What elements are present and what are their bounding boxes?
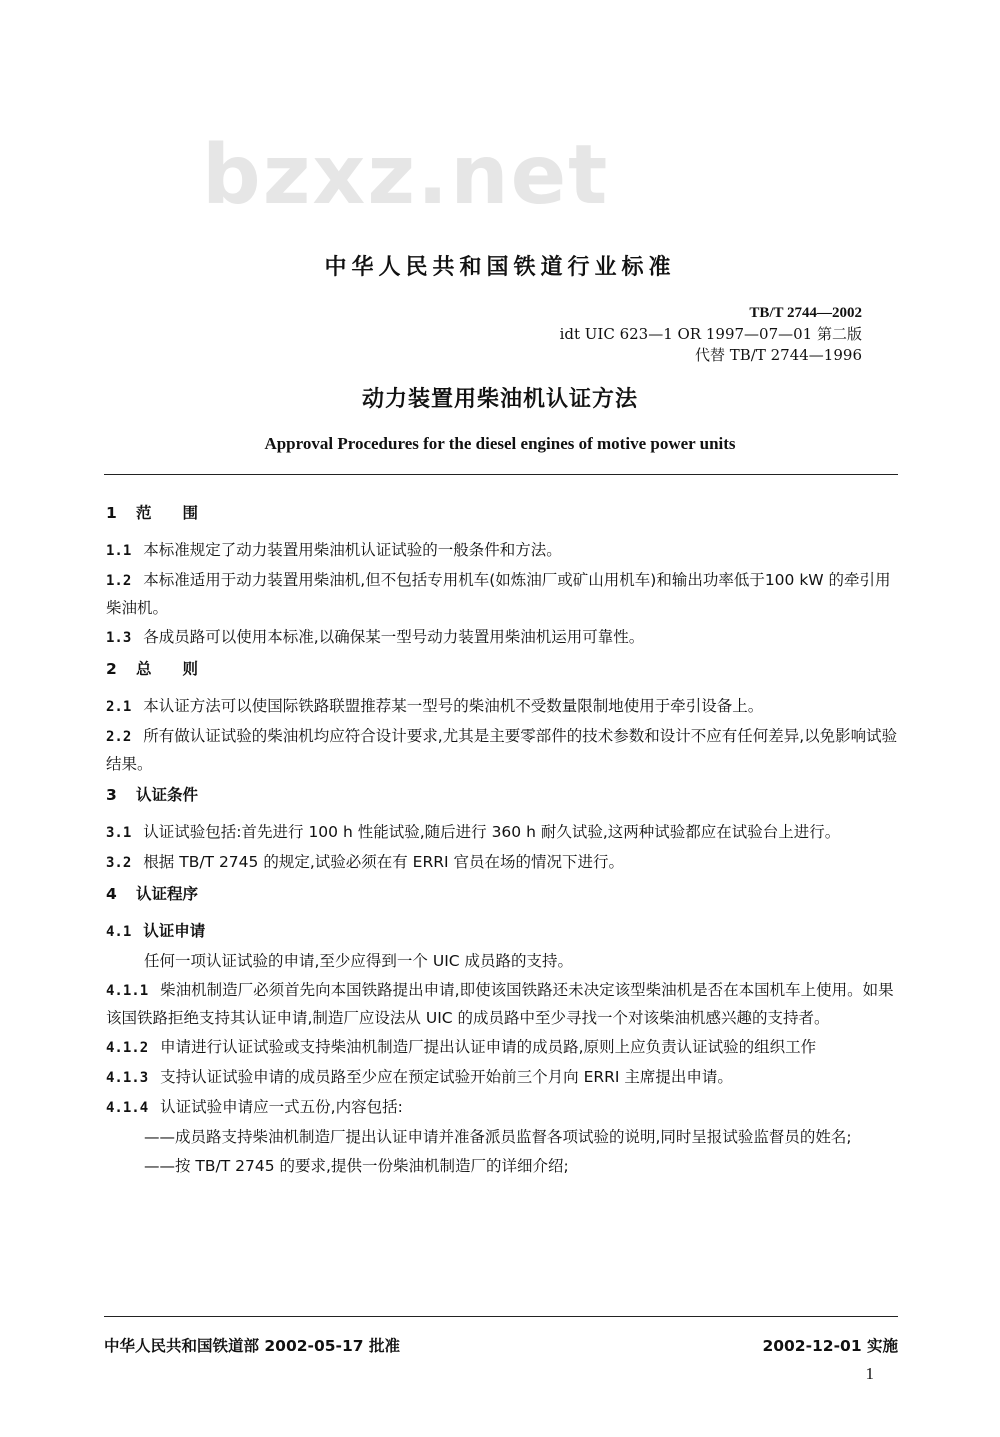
standard-replaces: 代替 TB/T 2744—1996 [695, 346, 862, 364]
approval-line: 中华人民共和国铁道部 2002-05-17 批准 [104, 1337, 400, 1355]
section-heading: 3 认证条件 [106, 786, 199, 804]
page-number: 1 [865, 1364, 874, 1383]
clause: 1.2 本标准适用于动力装置用柴油机,但不包括专用机车(如炼油厂或矿山用机车)和输出功率低于100 kW 的牵引用柴油机。 [106, 571, 891, 617]
implementation-date: 2002-12-01 实施 [762, 1337, 898, 1355]
standard-info [560, 303, 862, 366]
subsection-heading: 4.1 认证申请 [106, 922, 206, 940]
watermark: bzxz.net [202, 128, 610, 223]
standard-idt: idt UIC 623—1 OR 1997—07—01 第二版 [559, 325, 862, 343]
clause: 4.1.2 申请进行认证试验或支持柴油机制造厂提出认证申请的成员路,原则上应负责认证试验的组织工作 [106, 1038, 817, 1056]
clause: 2.2 所有做认证试验的柴油机均应符合设计要求,尤其是主要零部件的技术参数和设计不应有任何差异,以免影响试验结果。 [106, 727, 898, 773]
clause-body: 任何一项认证试验的申请,至少应得到一个 UIC 成员路的支持。 [144, 952, 574, 970]
document-body [106, 496, 898, 1182]
section-heading: 2 总 则 [106, 660, 199, 678]
clause: 4.1.3 支持认证试验申请的成员路至少应在预定试验开始前三个月向 ERRI 主席提出申请。 [106, 1068, 733, 1086]
document-title-en: Approval Procedures for the diesel engines of motive power units [264, 434, 736, 453]
footer-divider [104, 1316, 898, 1317]
clause: 1.3 各成员路可以使用本标准,以确保某一型号动力装置用柴油机运用可靠性。 [106, 628, 645, 646]
clause: 1.1 本标准规定了动力装置用柴油机认证试验的一般条件和方法。 [106, 541, 562, 559]
clause: 2.1 本认证方法可以使国际铁路联盟推荐某一型号的柴油机不受数量限制地使用于牵引设备上。 [106, 697, 764, 715]
standard-number: TB/T 2744—2002 [749, 305, 862, 321]
org-title: 中华人民共和国铁道行业标准 [324, 255, 676, 280]
clause: 3.1 认证试验包括:首先进行 100 h 性能试验,随后进行 360 h 耐久试验,这两种试验都应在试验台上进行。 [106, 823, 841, 841]
header-divider [104, 474, 898, 475]
list-item: ——成员路支持柴油机制造厂提出认证申请并准备派员监督各项试验的说明,同时呈报试验监督员的姓名; [144, 1128, 852, 1146]
section-heading: 1 范 围 [106, 504, 199, 522]
clause: 4.1.4 认证试验申请应一式五份,内容包括: [106, 1098, 403, 1116]
clause: 4.1.1 柴油机制造厂必须首先向本国铁路提出申请,即使该国铁路还未决定该型柴油机是否在本国机车上使用。如果该国铁路拒绝支持其认证申请,制造厂应设法从 UIC 的成员路中至少寻找一个对该柴油机感兴趣的支持者。 [106, 981, 894, 1027]
list-item: ——按 TB/T 2745 的要求,提供一份柴油机制造厂的详细介绍; [144, 1157, 569, 1175]
document-title-cn: 动力装置用柴油机认证方法 [361, 387, 638, 412]
clause: 3.2 根据 TB/T 2745 的规定,试验必须在有 ERRI 官员在场的情况下进行。 [106, 853, 625, 871]
section-heading: 4 认证程序 [106, 885, 199, 903]
